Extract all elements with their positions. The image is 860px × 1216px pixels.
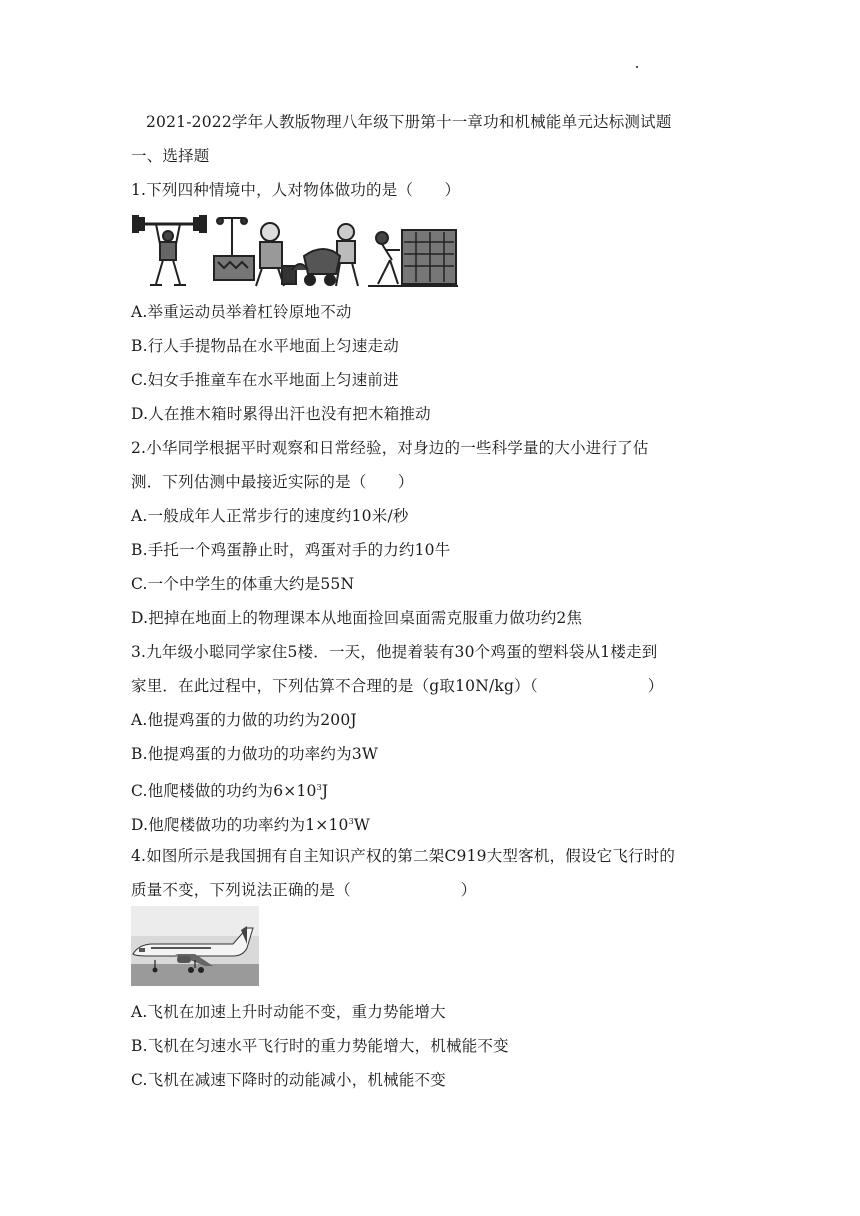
- q3-option-c-exponent: 3: [316, 783, 322, 792]
- q3-option-d-exponent: 3: [348, 817, 354, 826]
- q2-option-c: C.一个中学生的体重大约是55N: [131, 575, 355, 593]
- q2-stem-line2: 测．下列估测中最接近实际的是（ ）: [131, 473, 414, 491]
- q1-option-a: A.举重运动员举着杠铃原地不动: [131, 303, 352, 321]
- page-dot: [636, 66, 638, 68]
- q3-option-c: [131, 777, 328, 802]
- q3-option-c-unit: J: [321, 782, 329, 800]
- q3-stem-line1: 3.九年级小聪同学家住5楼．一天，他提着装有30个鸡蛋的塑料袋从1楼走到: [131, 643, 658, 661]
- q4-stem-line2: 质量不变，下列说法正确的是（ ）: [131, 881, 477, 899]
- q4-stem-line1: 4.如图所示是我国拥有自主知识产权的第二架C919大型客机，假设它飞行时的: [131, 847, 676, 865]
- q1-stem: 1.下列四种情境中，人对物体做功的是（ ）: [131, 181, 461, 199]
- q3-stem-line2: 家里．在此过程中，下列估算不合理的是（g取10N/kg）（ ）: [131, 677, 664, 695]
- q1-option-d: D.人在推木箱时累得出汗也没有把木箱推动: [131, 405, 431, 423]
- q1-option-c: C.妇女手推童车在水平地面上匀速前进: [131, 371, 399, 389]
- section-heading: 一、选择题: [131, 147, 210, 165]
- q2-stem-line1: 2.小华同学根据平时观察和日常经验，对身边的一些科学量的大小进行了估: [131, 439, 649, 457]
- q1-option-b: B.行人手提物品在水平地面上匀速走动: [131, 337, 399, 355]
- q3-option-b: B.他提鸡蛋的力做功的功率约为3W: [131, 745, 379, 763]
- document-title: 2021-2022学年人教版物理八年级下册第十一章功和机械能单元达标测试题: [146, 113, 672, 131]
- q3-option-d: [131, 811, 370, 836]
- q4-option-c: C.飞机在减速下降时的动能减小，机械能不变: [131, 1071, 446, 1089]
- q3-option-d-unit: W: [353, 816, 371, 834]
- q2-option-a: A.一般成年人正常步行的速度约10米/秒: [131, 507, 409, 525]
- q1-illustration: [132, 210, 458, 290]
- q2-option-b: B.手托一个鸡蛋静止时，鸡蛋对手的力约10牛: [131, 541, 451, 559]
- q2-option-d: D.把掉在地面上的物理课本从地面捡回桌面需克服重力做功约2焦: [131, 609, 583, 627]
- q3-option-a: A.他提鸡蛋的力做的功约为200J: [131, 711, 357, 729]
- q3-option-d-text: D.他爬楼做功的功率约为1×10: [131, 816, 349, 834]
- q4-airplane-photo: [131, 906, 259, 986]
- q3-option-c-text: C.他爬楼做的功约为6×10: [131, 782, 317, 800]
- q4-option-b: B.飞机在匀速水平飞行时的重力势能增大，机械能不变: [131, 1037, 509, 1055]
- q4-option-a: A.飞机在加速上升时动能不变，重力势能增大: [131, 1003, 446, 1021]
